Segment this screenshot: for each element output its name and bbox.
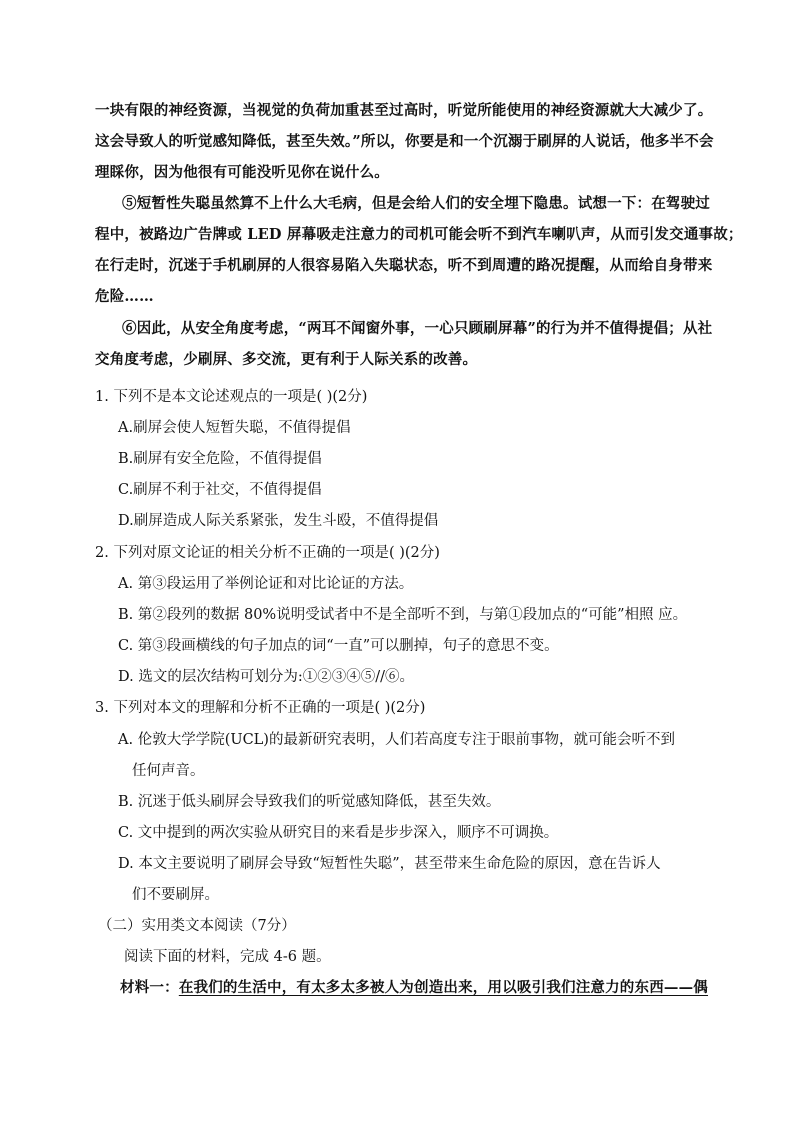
passage-line: ⑥因此，从安全角度考虑，“两耳不闻窗外事，一心只顾刷屏幕”的行为并不值得提倡；从社 bbox=[122, 320, 713, 337]
material-text: 在我们的生活中，有太多太多被人为创造出来，用以吸引我们注意力的东西——偶 bbox=[178, 979, 709, 996]
answer-option: B. 第②段列的数据 80%说明受试者中不是全部听不到，与第①段加点的“可能”相照 应。 bbox=[118, 607, 688, 623]
passage-line: 程中，被路边广告牌或 LED 屏幕吸走注意力的司机可能会听不到汽车喇叭声，从而引发交通事故； bbox=[95, 226, 743, 243]
answer-option: C. 第③段画横线的句子加点的词“一直”可以删掉，句子的意思不变。 bbox=[118, 638, 559, 654]
material-label: 材料一： bbox=[120, 979, 179, 996]
answer-option: A. 伦敦大学学院(UCL)的最新研究表明，人们若高度专注于眼前事物，就可能会听不到 bbox=[118, 732, 675, 748]
answer-option-continuation: 们不要刷屏。 bbox=[132, 887, 219, 903]
question-stem: 1. 下列不是本文论述观点的一项是( )(2分) bbox=[95, 389, 368, 405]
answer-option: D. 选文的层次结构可划分为:①②③④⑤//⑥。 bbox=[118, 669, 414, 685]
passage-line: 危险…… bbox=[95, 288, 154, 305]
passage-line: 理睬你，因为他很有可能没听见你在说什么。 bbox=[95, 164, 389, 181]
passage-line: 交角度考虑，少刷屏、多交流，更有利于人际关系的改善。 bbox=[95, 351, 478, 368]
answer-option: C. 文中提到的两次实验从研究目的来看是步步深入，顺序不可调换。 bbox=[118, 825, 559, 841]
answer-option: C.刷屏不利于社交，不值得提倡 bbox=[118, 482, 322, 498]
answer-option: A. 第③段运用了举例论证和对比论证的方法。 bbox=[118, 576, 414, 592]
passage-line: 在行走时，沉迷于手机刷屏的人很容易陷入失聪状态，听不到周遭的路况提醒，从而给自身带来 bbox=[95, 257, 713, 274]
question-stem: 3. 下列对本文的理解和分析不正确的一项是( )(2分) bbox=[95, 700, 426, 716]
section-instruction: 阅读下面的材料，完成 4-6 题。 bbox=[124, 949, 331, 965]
answer-option: B. 沉迷于低头刷屏会导致我们的听觉感知降低，甚至失效。 bbox=[118, 794, 501, 810]
answer-option: A.刷屏会使人短暂失聪，不值得提倡 bbox=[118, 420, 351, 436]
material-line bbox=[120, 978, 708, 998]
answer-option: D. 本文主要说明了刷屏会导致“短暂性失聪”，甚至带来生命危险的原因，意在告诉人 bbox=[118, 856, 661, 872]
section-heading: （二）实用类文本阅读（7分） bbox=[98, 918, 296, 934]
answer-option: D.刷屏造成人际关系紧张，发生斗殴，不值得提倡 bbox=[118, 513, 439, 529]
question-stem: 2. 下列对原文论证的相关分析不正确的一项是( )(2分) bbox=[95, 545, 440, 561]
answer-option-continuation: 任何声音。 bbox=[132, 763, 205, 779]
answer-option: B.刷屏有安全危险，不值得提倡 bbox=[118, 451, 322, 467]
passage-line: 这会导致人的听觉感知降低，甚至失效。”所以，你要是和一个沉溺于刷屏的人说话，他多半不会 bbox=[95, 133, 714, 150]
passage-line: 一块有限的神经资源，当视觉的负荷加重甚至过高时，听觉所能使用的神经资源就大大减少了。 bbox=[95, 102, 713, 119]
passage-line: ⑤短暂性失聪虽然算不上什么大毛病，但是会给人们的安全埋下隐患。试想一下：在驾驶过 bbox=[122, 195, 710, 212]
